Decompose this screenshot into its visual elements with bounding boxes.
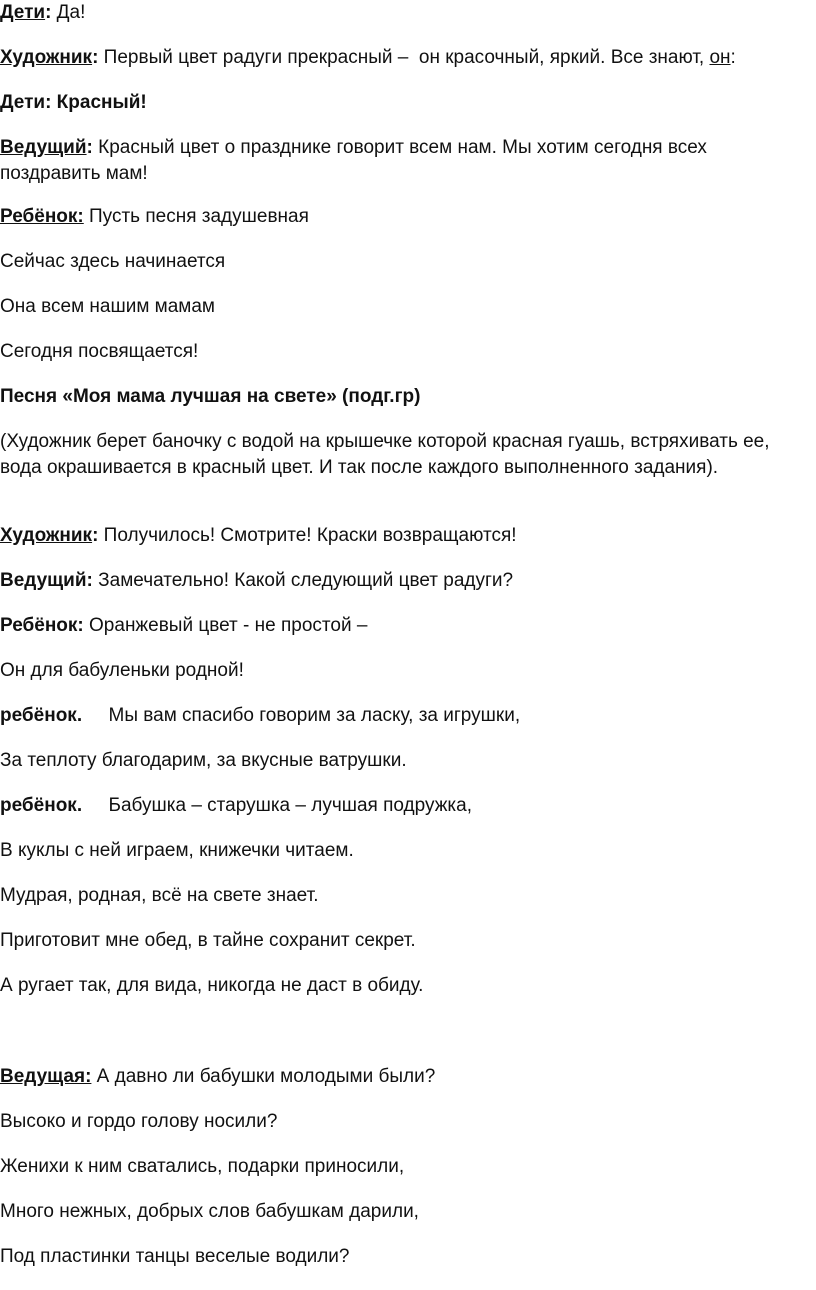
speaker-label: Ведущий: [0, 137, 87, 158]
underlined-word: он: [709, 47, 731, 68]
line-children-yes: Дети: Да!: [0, 2, 86, 23]
speaker-label: Ребёнок:: [0, 615, 84, 636]
line-child-grandma: [0, 793, 812, 819]
speaker-label: Ребёнок:: [0, 206, 84, 227]
line-text: Оранжевый цвет - не простой –: [83, 615, 368, 636]
speaker-label: Ведущая:: [0, 1066, 92, 1087]
verse-line: А ругает так, для вида, никогда не даст в обиду.: [0, 975, 424, 996]
verse-line: Мудрая, родная, всё на свете знает.: [0, 885, 319, 906]
speaker-label: Ведущий:: [0, 570, 93, 591]
verse-line: Он для бабуленьки родной!: [0, 660, 244, 681]
verse-line: Приготовит мне обед, в тайне сохранит секрет.: [0, 930, 416, 951]
line-text: Замечательно! Какой следующий цвет радуги?: [92, 570, 514, 591]
verse-line: Высоко и гордо голову носили?: [0, 1111, 278, 1132]
line-host-red-color: Ведущий: Красный цвет о празднике говорит всем нам. Мы хотим сегодня всех поздравить мам!: [0, 137, 713, 184]
verse-line: Много нежных, добрых слов бабушкам дарили,: [0, 1201, 419, 1222]
verse-line: За теплоту благодарим, за вкусные ватрушки.: [0, 750, 407, 771]
verse-line: Женихи к ним сватались, подарки приносили,: [0, 1156, 405, 1177]
line-text: Красный цвет о празднике говорит всем нам. Мы хотим сегодня всех поздравить мам!: [0, 137, 713, 184]
verse-line: В куклы с ней играем, книжечки читаем.: [0, 840, 354, 861]
verse-line: Она всем нашим мамам: [0, 296, 215, 317]
line-child-orange: [0, 613, 812, 639]
line-text: А давно ли бабушки молодыми были?: [91, 1066, 436, 1087]
line-text: Мы вам спасибо говорим за ласку, за игрушки,: [82, 705, 521, 726]
line-child-thanks: [0, 703, 812, 729]
line-text: Получилось! Смотрите! Краски возвращаются!: [98, 525, 517, 546]
line-hostess-grandmothers: [0, 1064, 812, 1090]
speaker-label: Художник: [0, 47, 93, 68]
line-artist-colors-return: Художник: Получилось! Смотрите! Краски возвращаются!: [0, 525, 517, 546]
speaker-label: Художник: [0, 525, 93, 546]
speaker-label: Дети: [0, 2, 46, 23]
speaker-label: ребёнок.: [0, 795, 83, 816]
line-text: Бабушка – старушка – лучшая подружка,: [82, 795, 472, 816]
speaker-label: ребёнок.: [0, 705, 83, 726]
line-host-next-color: [0, 568, 812, 594]
verse-line: Сейчас здесь начинается: [0, 251, 226, 272]
line-text: Первый цвет радуги прекрасный – он красочный, яркий. Все знают,: [98, 47, 710, 68]
line-text: Да!: [51, 2, 86, 23]
verse-line: Сегодня посвящается!: [0, 341, 199, 362]
line-children-red: Дети: Красный!: [0, 92, 147, 113]
song-title: Песня «Моя мама лучшая на свете» (подг.гр): [0, 386, 421, 407]
stage-direction: (Художник берет баночку с водой на крышечке которой красная гуашь, встряхивать ее, вода окрашивается в красный цвет. И так после каждого выполненного задания).: [0, 431, 775, 478]
line-child-song: [0, 204, 812, 230]
line-text: Пусть песня задушевная: [83, 206, 309, 227]
line-artist-first-color: Художник: Первый цвет радуги прекрасный – он красочный, яркий. Все знают, он:: [0, 47, 736, 68]
verse-line: Под пластинки танцы веселые водили?: [0, 1246, 350, 1267]
